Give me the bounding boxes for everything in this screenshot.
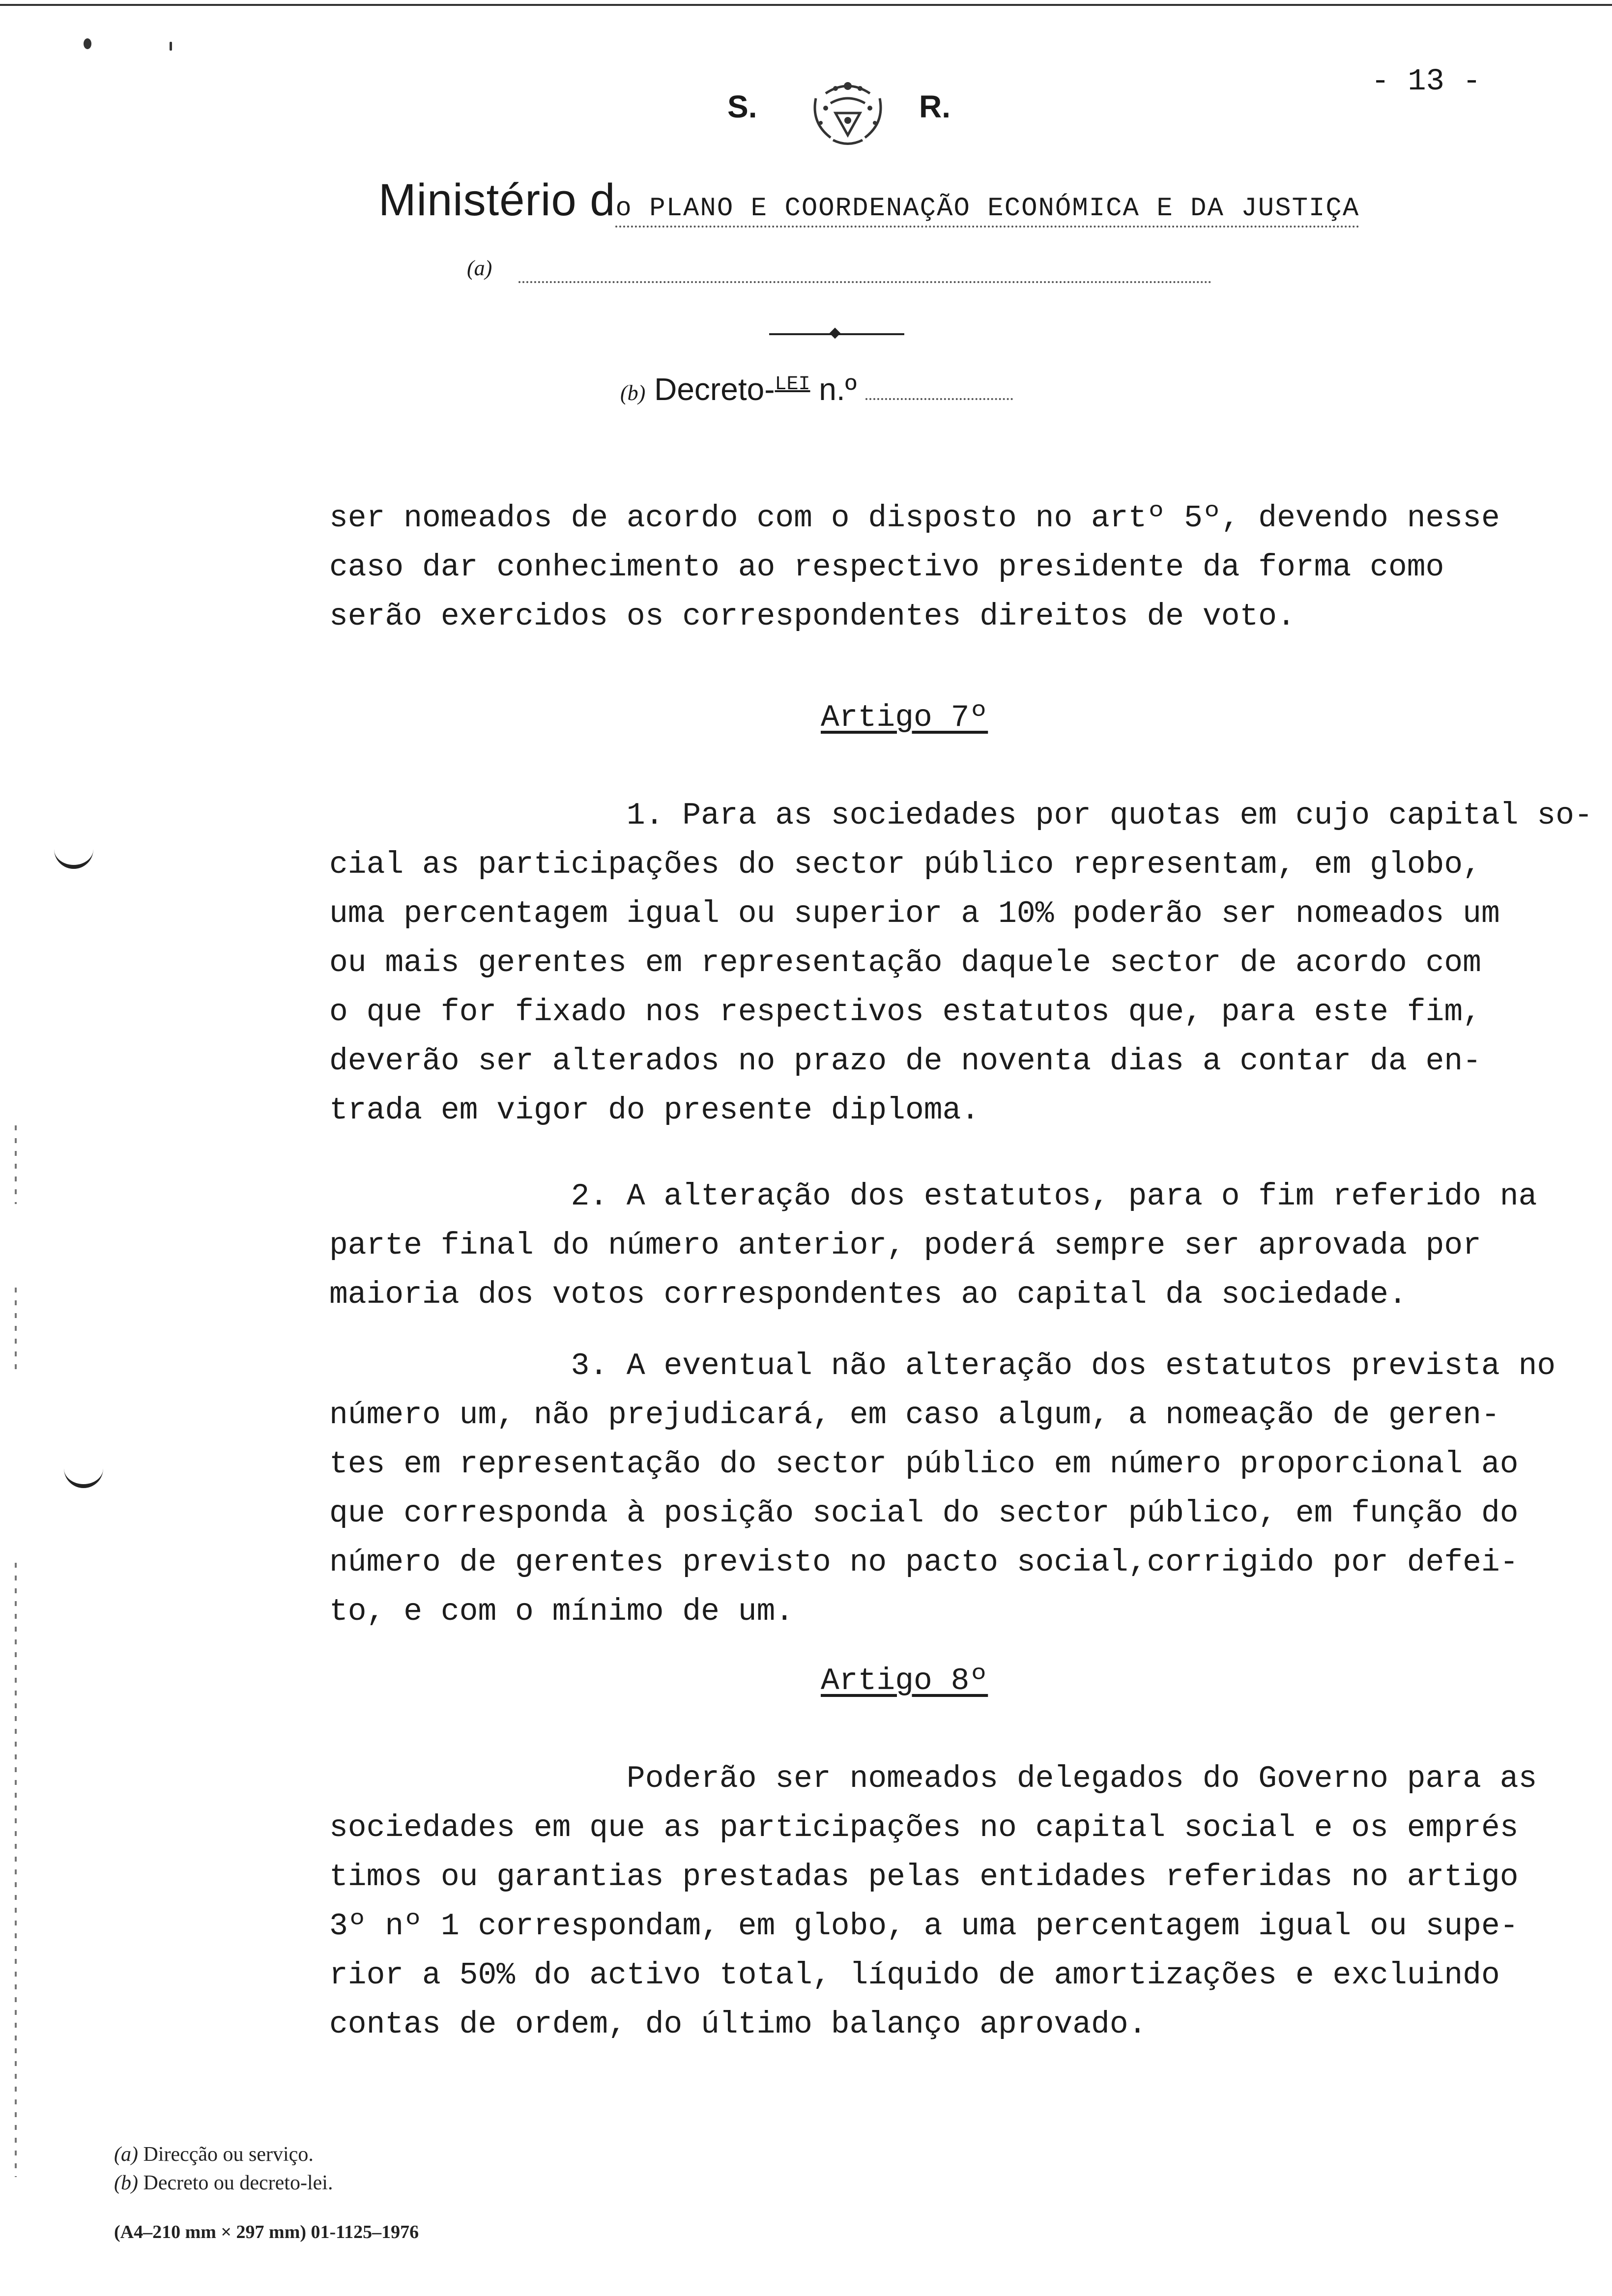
margin-dash-mark xyxy=(15,1563,17,2177)
punch-hole-mark xyxy=(64,1464,103,1488)
page-number: - 13 - xyxy=(1371,64,1481,99)
service-field-line xyxy=(518,281,1211,283)
ornamental-divider xyxy=(769,329,904,339)
article-7-title: Artigo 7º xyxy=(821,700,988,735)
divider-diamond-icon xyxy=(830,328,841,339)
footnote-b xyxy=(114,2169,333,2197)
decree-line xyxy=(620,371,1092,415)
coat-of-arms-icon xyxy=(796,74,899,147)
top-border-rule xyxy=(0,4,1612,6)
footnotes xyxy=(114,2140,333,2197)
margin-dash-mark xyxy=(15,1288,17,1376)
paragraph-continuation: ser nomeados de acordo com o disposto no artº 5º, devendo nesse caso dar conhecimento ao respectivo presidente da forma como serão exercidos os correspondentes direitos de voto. xyxy=(329,501,1500,634)
decree-number-label: n.º xyxy=(810,372,857,407)
article-7-paragraph-1: 1. Para as sociedades por quotas em cujo capital so- cial as participações do sector público representam, em globo, uma percentagem igual ou superior a 10% poderão ser nomeados um ou mais gerentes em representação daquele sector de acordo com o que for fixado nos respectivos estatutos que, para este fim, deverão ser alterados no prazo de noventa dias a contar da en- trada em vigor do presente diploma. xyxy=(329,798,1593,1128)
sr-left-letter: S. xyxy=(727,89,757,124)
article-7-paragraph-2: 2. A alteração dos estatutos, para o fim referido na parte final do número anterior, poderá sempre ser aprovada por maioria dos votos correspondentes ao capital da sociedade. xyxy=(329,1179,1537,1312)
ministry-label: Ministério d xyxy=(378,175,616,225)
decree-type: LEI xyxy=(775,373,810,396)
footnote-a-text: Direcção ou serviço. xyxy=(138,2143,314,2166)
decree-number-line xyxy=(865,398,1013,400)
ministry-line xyxy=(378,174,1558,233)
footnote-b-text: Decreto ou decreto-lei. xyxy=(138,2172,333,2194)
form-code: (A4–210 mm × 297 mm) 01-1125–1976 xyxy=(114,2222,419,2242)
article-8-title: Artigo 8º xyxy=(821,1664,988,1698)
footnote-b-marker: (b) xyxy=(114,2172,138,2194)
sr-right-letter: R. xyxy=(919,89,950,124)
decree-marker: (b) xyxy=(620,381,646,405)
decree-label: Decreto- xyxy=(654,372,775,407)
service-field xyxy=(467,256,1214,290)
footnote-a xyxy=(114,2140,333,2169)
margin-dash-mark xyxy=(15,1125,17,1204)
article-7-paragraph-3: 3. A eventual não alteração dos estatutos prevista no número um, não prejudicará, em caso algum, a nomeação de geren- tes em representação do sector público em número proporcional ao que corresponda à posição social do sector público, em função do número de gerentes previsto no pacto social,corrigido por defei- to, e com o mínimo de um. xyxy=(329,1349,1556,1629)
scan-speck xyxy=(170,42,172,51)
service-field-marker: (a) xyxy=(467,256,492,280)
scan-speck xyxy=(84,38,91,49)
ministry-name: o PLANO E COORDENAÇÃO ECONÓMICA E DA JUSTIÇA xyxy=(615,194,1359,228)
article-8-paragraph-1: Poderão ser nomeados delegados do Governo para as sociedades em que as participações no capital social e os emprés timos ou garantias prestadas pelas entidades referidas no artigo 3º nº 1 correspondam, em globo, a uma percentagem igual ou supe- rior a 50% do activo total, líquido de amortizações e excluindo contas de ordem, do último balanço aprovado. xyxy=(329,1761,1537,2042)
footnote-a-marker: (a) xyxy=(114,2143,138,2166)
republic-header xyxy=(722,74,978,152)
punch-hole-mark xyxy=(54,845,93,869)
